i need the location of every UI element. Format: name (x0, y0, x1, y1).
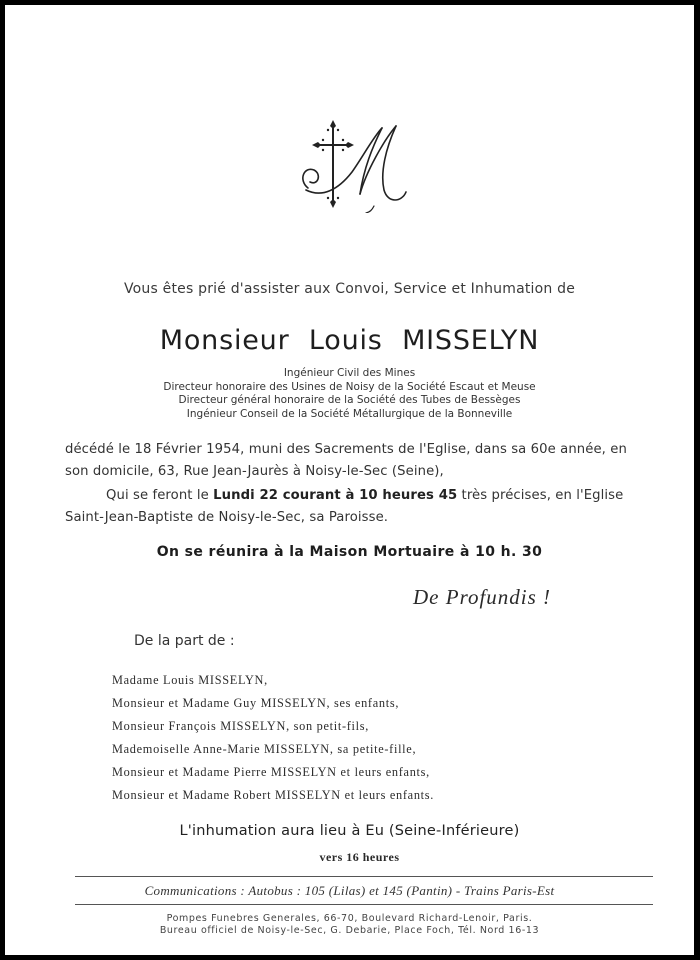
de-profundis: De Profundis ! (413, 585, 552, 609)
church-line: Saint-Jean-Baptiste de Noisy-le-Sec, sa Paroisse. (65, 510, 389, 525)
divider-top (75, 876, 653, 877)
undertaker-footer (5, 913, 694, 936)
deceased-title: Monsieur (159, 325, 290, 356)
invitation-text: Vous êtes prié d'assister aux Convoi, Service et Inhumation de (123, 281, 576, 297)
death-notice-line-2: son domicile, 63, Rue Jean-Jaurès à Noisy-le-Sec (Seine), (65, 464, 444, 479)
footer-line: Bureau officiel de Noisy-le-Sec, G. Debarie, Place Foch, Tél. Nord 16-13 (159, 924, 540, 936)
title-line: Directeur général honoraire de la Société des Tubes de Bessèges (178, 394, 521, 406)
family-member: Monsieur et Madame Robert MISSELYN et leurs enfants. (112, 788, 435, 802)
death-notice-line-1: décédé le 18 Février 1954, muni des Sacrements de l'Eglise, dans sa 60e année, en (65, 442, 627, 457)
family-member: Monsieur François MISSELYN, son petit-fils, (112, 719, 370, 733)
cross-monogram-icon (300, 118, 410, 213)
family-member: Mademoiselle Anne-Marie MISSELYN, sa petite-fille, (112, 742, 417, 756)
footer-line: Pompes Funebres Generales, 66-70, Boulevard Richard-Lenoir, Paris. (166, 913, 533, 924)
title-line: Ingénieur Conseil de la Société Métallurgique de la Bonneville (186, 407, 513, 420)
service-prefix: Qui se feront le (106, 488, 214, 503)
family-member: Madame Louis MISSELYN, (112, 673, 268, 687)
burial-time: vers 16 heures (319, 850, 400, 864)
title-line: Ingénieur Civil des Mines (283, 367, 416, 379)
service-suffix: très précises, en l'Eglise (457, 488, 624, 503)
deceased-last-name: MISSELYN (402, 325, 540, 356)
funeral-notice-page (5, 5, 694, 955)
divider-bottom (75, 904, 653, 905)
family-member: Monsieur et Madame Guy MISSELYN, ses enfants, (112, 696, 400, 710)
family-member: Monsieur et Madame Pierre MISSELYN et leurs enfants, (112, 765, 430, 779)
deceased-titles (5, 367, 694, 421)
title-line: Directeur honoraire des Usines de Noisy de la Société Escaut et Meuse (163, 380, 536, 393)
gathering-notice: On se réunira à la Maison Mortuaire à 10 h. 30 (156, 544, 543, 560)
transport-info: Communications : Autobus : 105 (Lilas) et 145 (Pantin) - Trains Paris-Est (144, 883, 555, 898)
deceased-name (5, 325, 694, 356)
deceased-first-name: Louis (308, 325, 383, 356)
service-date-time: Lundi 22 courant à 10 heures 45 (213, 488, 458, 503)
burial-location: L'inhumation aura lieu à Eu (Seine-Inférieure) (179, 823, 520, 839)
from-label: De la part de : (134, 633, 235, 649)
service-time-line (106, 488, 623, 503)
